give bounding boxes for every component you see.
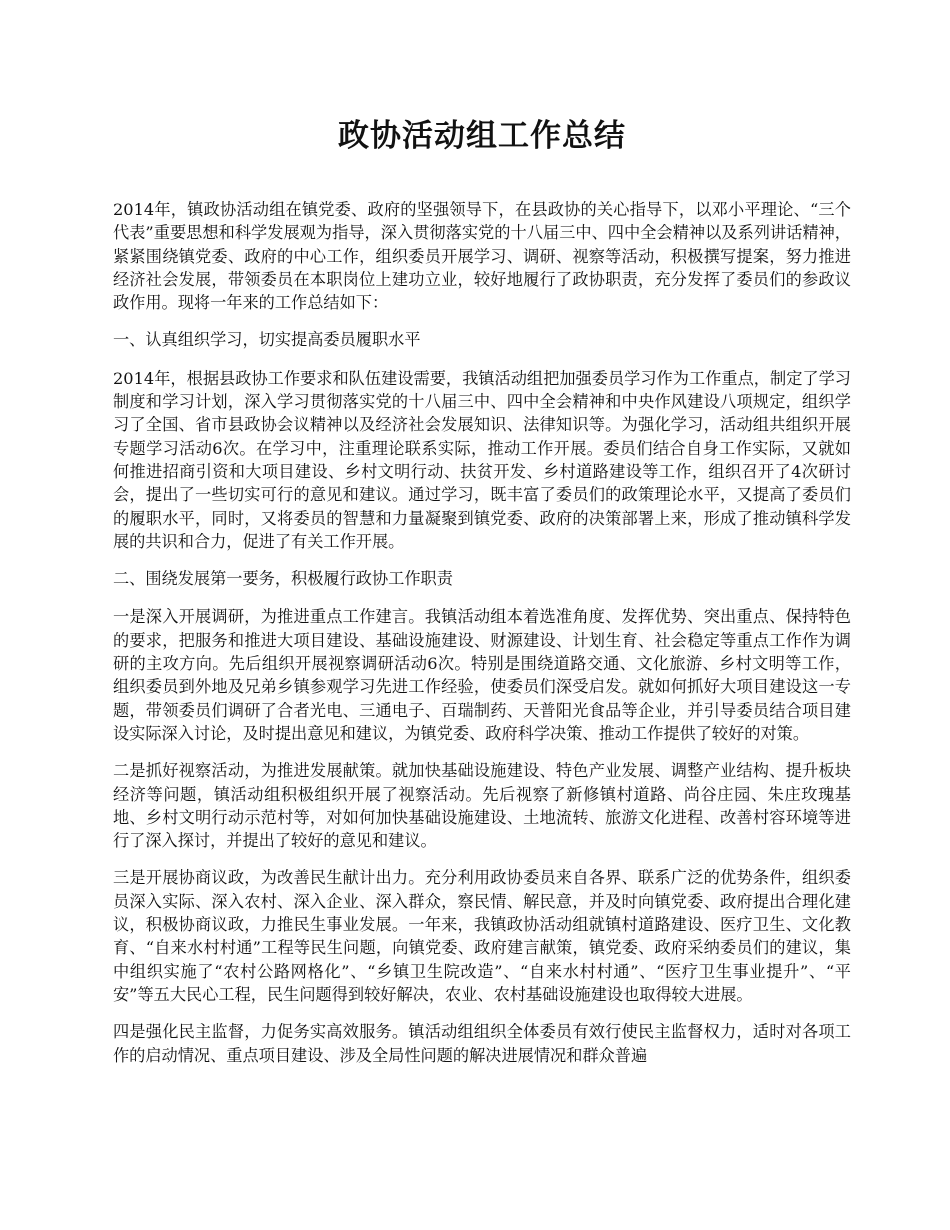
paragraph-study: 2014年，根据县政协工作要求和队伍建设需要，我镇活动组把加强委员学习作为工作重点，制定了学习制度和学习计划，深入学习贯彻落实党的十八届三中、四中全会精神和中央作风建设八项规定，组织学习了全国、省市县政协会议精神以及经济社会发展知识、法律知识等。为强化学习，活动组共组织开展专题学习活动6次。在学习中，注重理论联系实际，推动工作开展。委员们结合自身工作实际，又就如何推进招商引资和大项目建设、乡村文明行动、扶贫开发、乡村道路建设等工作，组织召开了4次研讨会，提出了一些切实可行的意见和建议。通过学习，既丰富了委员们的政策理论水平，又提高了委员们的履职水平，同时，又将委员的智慧和力量凝聚到镇党委、政府的决策部署上来，形成了推动镇科学发展的共识和合力，促进了有关工作开展。 [113,368,851,551]
paragraph-intro: 2014年，镇政协活动组在镇党委、政府的坚强领导下，在县政协的关心指导下，以邓小平理论、“三个代表”重要思想和科学发展观为指导，深入贯彻落实党的十八届三中、四中全会精神以及系列讲话精神，紧紧围绕镇党委、政府的中心工作，组织委员开展学习、调研、视察等活动，积极撰写提案，努力推进经济社会发展，带领委员在本职岗位上建功立业，较好地履行了政协职责，充分发挥了委员们的参政议政作用。现将一年来的工作总结如下： [113,200,851,313]
section-heading-1: 一、认真组织学习，切实提高委员履职水平 [113,330,421,350]
paragraph-research: 一是深入开展调研，为推进重点工作建言。我镇活动组本着选准角度、发挥优势、突出重点、保持特色的要求，把服务和推进大项目建设、基础设施建设、财源建设、计划生育、社会稳定等重点工作作为调研的主攻方向。先后组织开展视察调研活动6次。特别是围绕道路交通、文化旅游、乡村文明等工作，组织委员到外地及兄弟乡镇参观学习先进工作经验，使委员们深受启发。就如何抓好大项目建设这一专题，带领委员们调研了合者光电、三通电子、百瑞制药、天普阳光食品等企业，并引导委员结合项目建设实际深入讨论，及时提出意见和建议，为镇党委、政府科学决策、推动工作提供了较好的对策。 [113,607,851,743]
paragraph-supervision: 四是强化民主监督，力促务实高效服务。镇活动组组织全体委员有效行使民主监督权力，适时对各项工作的启动情况、重点项目建设、涉及全局性问题的解决进展情况和群众普遍 [113,1022,851,1065]
section-heading-2: 二、围绕发展第一要务，积极履行政协工作职责 [113,569,453,589]
paragraph-consultation: 三是开展协商议政，为改善民生献计出力。充分利用政协委员来自各界、联系广泛的优势条件，组织委员深入实际、深入农村、深入企业、深入群众，察民情、解民意，并及时向镇党委、政府提出合理化建议，积极协商议政，力推民生事业发展。一年来，我镇政协活动组就镇村道路建设、医疗卫生、文化教育、“自来水村村通”工程等民生问题，向镇党委、政府建言献策，镇党委、政府采纳委员们的建议，集中组织实施了“农村公路网格化”、“乡镇卫生院改造”、“自来水村村通”、“医疗卫生事业提升”、“平安”等五大民心工程，民生问题得到较好解决，农业、农村基础设施建设也取得较大进展。 [113,868,851,1004]
document-page [113,112,851,1081]
paragraph-inspection: 二是抓好视察活动，为推进发展献策。就加快基础设施建设、特色产业发展、调整产业结构、提升板块经济等问题，镇活动组积极组织开展了视察活动。先后视察了新修镇村道路、尚谷庄园、朱庄玫瑰基地、乡村文明行动示范村等，对如何加快基础设施建设、土地流转、旅游文化进程、改善村容环境等进行了深入探讨，并提出了较好的意见和建议。 [113,761,851,851]
document-title: 政协活动组工作总结 [338,118,626,154]
